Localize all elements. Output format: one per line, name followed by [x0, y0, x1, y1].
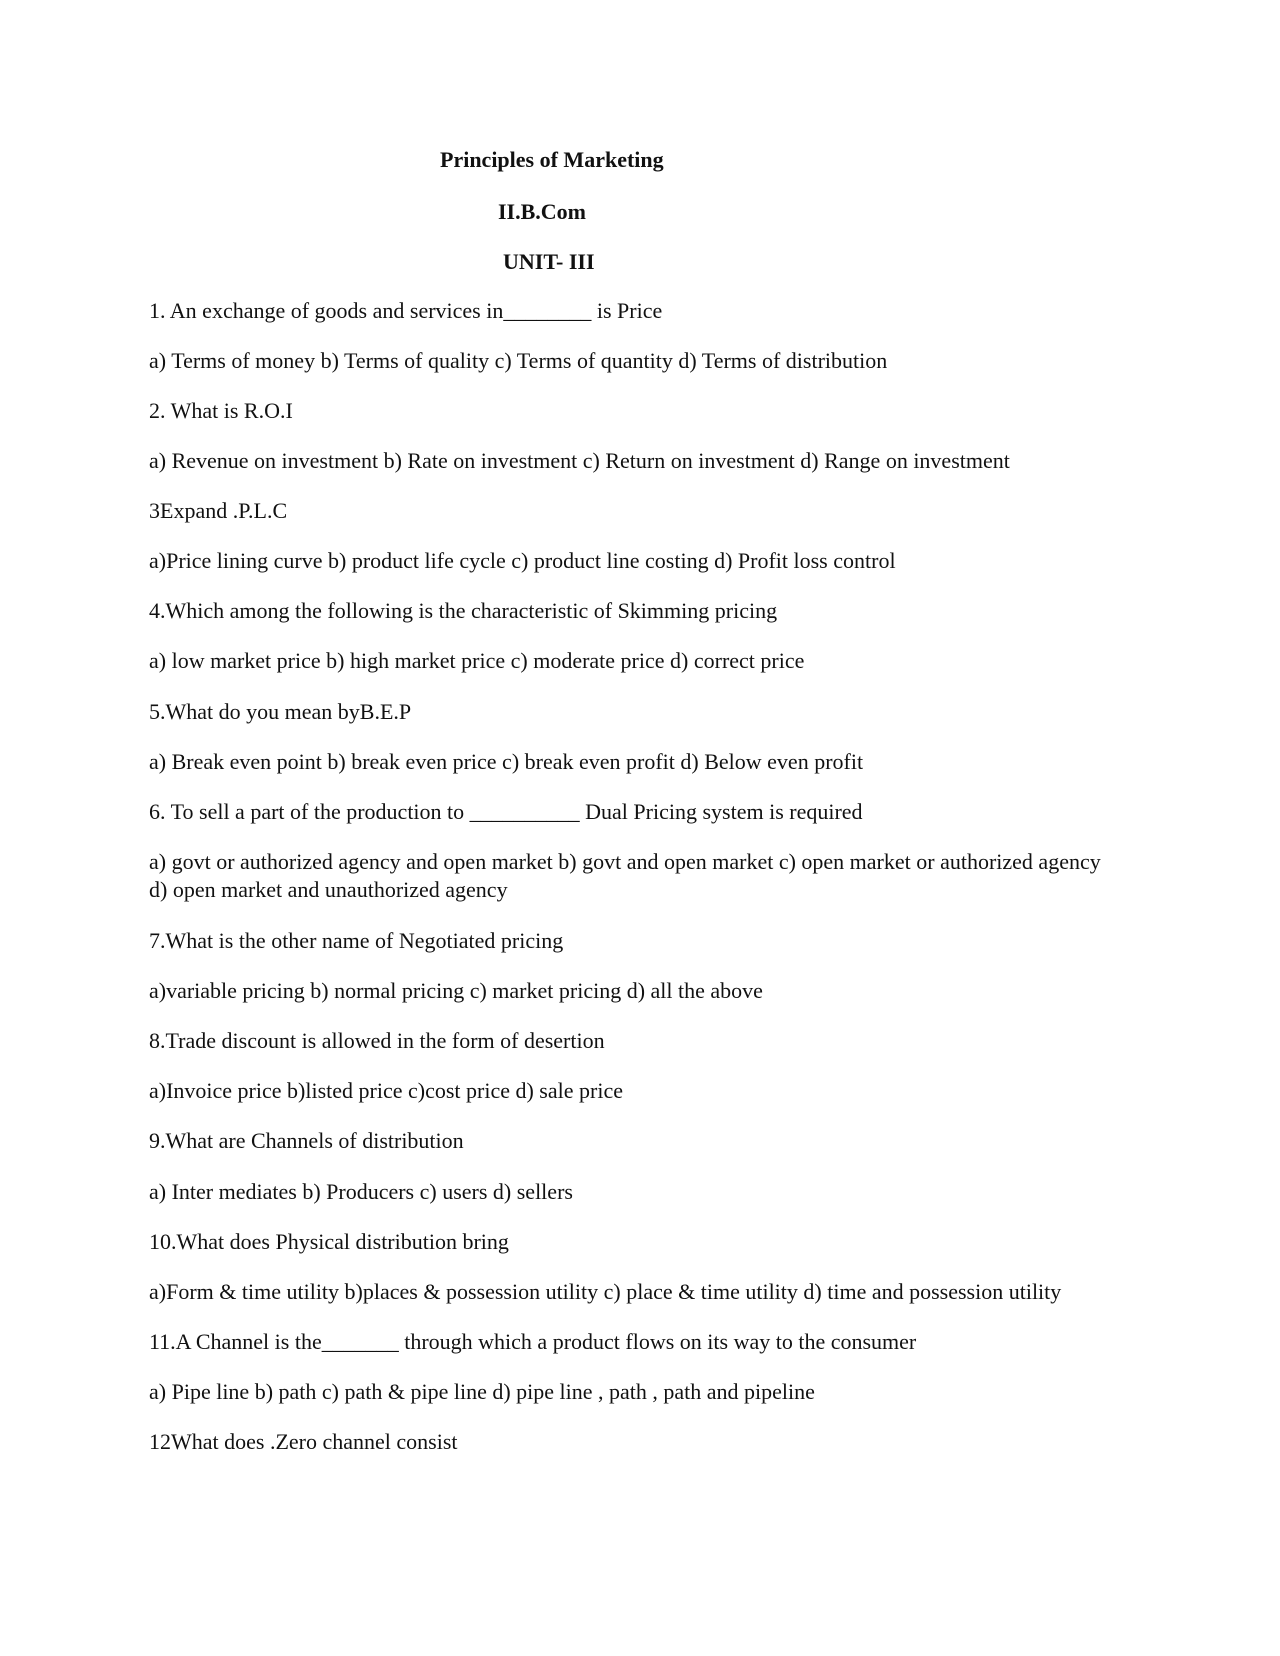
question-7: 7.What is the other name of Negotiated pricing [149, 928, 564, 953]
options-7: a)variable pricing b) normal pricing c) market pricing d) all the above [149, 978, 763, 1003]
question-6: 6. To sell a part of the production to __________ Dual Pricing system is required [149, 799, 863, 824]
question-10: 10.What does Physical distribution bring [149, 1229, 509, 1254]
options-8: a)Invoice price b)listed price c)cost price d) sale price [149, 1078, 623, 1103]
document-title: Principles of Marketing [440, 147, 664, 172]
options-4: a) low market price b) high market price c) moderate price d) correct price [149, 648, 805, 673]
options-2: a) Revenue on investment b) Rate on investment c) Return on investment d) Range on investment [149, 448, 1010, 473]
unit-heading: UNIT- III [503, 249, 595, 274]
options-5: a) Break even point b) break even price c) break even profit d) Below even profit [149, 749, 864, 774]
question-9: 9.What are Channels of distribution [149, 1128, 464, 1153]
question-3: 3Expand .P.L.C [149, 498, 288, 523]
class-heading: II.B.Com [498, 199, 587, 224]
options-3: a)Price lining curve b) product life cycle c) product line costing d) Profit loss control [149, 548, 896, 573]
question-8: 8.Trade discount is allowed in the form of desertion [149, 1028, 605, 1053]
options-9: a) Inter mediates b) Producers c) users d) sellers [149, 1179, 573, 1204]
options-11: a) Pipe line b) path c) path & pipe line d) pipe line , path , path and pipeline [149, 1379, 815, 1404]
question-11: 11.A Channel is the_______ through which a product flows on its way to the consumer [149, 1329, 917, 1354]
question-4: 4.Which among the following is the characteristic of Skimming pricing [149, 598, 778, 623]
question-12: 12What does .Zero channel consist [149, 1429, 458, 1454]
options-6: a) govt or authorized agency and open market b) govt and open market c) open market or authorized agency d) open market and unauthorized agency [149, 849, 1101, 902]
question-2: 2. What is R.O.I [149, 398, 293, 423]
question-5: 5.What do you mean byB.E.P [149, 699, 412, 724]
options-10: a)Form & time utility b)places & possession utility c) place & time utility d) time and possession utility [149, 1279, 1062, 1304]
question-1: 1. An exchange of goods and services in________ is Price [149, 298, 663, 323]
options-1: a) Terms of money b) Terms of quality c) Terms of quantity d) Terms of distribution [149, 348, 888, 373]
